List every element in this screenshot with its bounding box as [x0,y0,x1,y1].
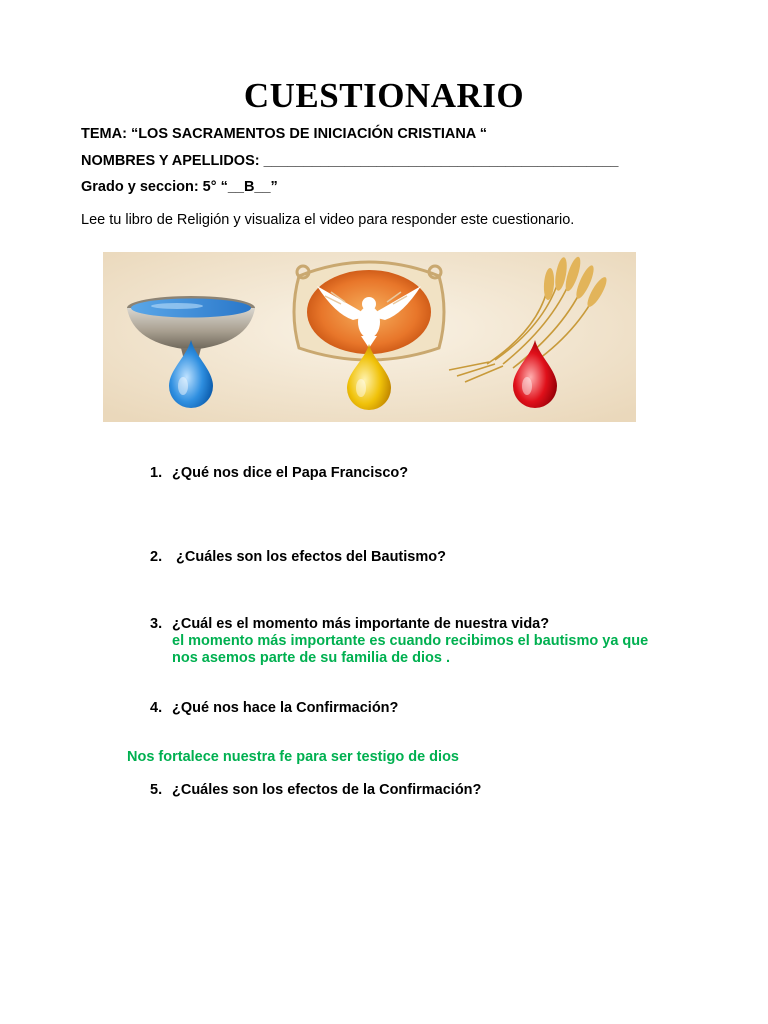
sacraments-illustration [103,252,636,422]
question-4 [150,699,398,717]
question-text: ¿Cuáles son los efectos del Bautismo? [172,549,446,565]
grado-seccion-line: Grado y seccion: 5° “__B__” [81,179,278,195]
question-number: 1. [150,465,163,481]
question-3 [150,615,549,633]
intro-text: Lee tu libro de Religión y visualiza el video para responder este cuestionario. [81,212,575,228]
question-number: 4. [150,700,163,716]
question-5 [150,781,481,799]
answer-3-line-2: nos asemos parte de su familia de dios . [172,650,451,666]
tema-label: TEMA: [81,126,131,142]
question-text: ¿Cuáles son los efectos de la Confirmación? [172,782,482,798]
answer-3-line-1: el momento más importante es cuando recibimos el bautismo ya que [172,633,649,649]
question-number: 3. [150,616,163,632]
question-text: ¿Cuál es el momento más importante de nuestra vida? [172,616,550,632]
tema-value: “LOS SACRAMENTOS DE INICIACIÓN CRISTIANA “ [130,126,488,142]
question-1 [150,464,408,482]
question-text: ¿Qué nos dice el Papa Francisco? [172,465,409,481]
question-number: 5. [150,782,163,798]
question-text: ¿Qué nos hace la Confirmación? [172,700,399,716]
question-number: 2. [150,549,163,565]
document-title: CUESTIONARIO [243,76,525,115]
question-2 [150,548,446,566]
nombres-field[interactable]: NOMBRES Y APELLIDOS: ____________________________________________ [81,153,619,169]
tema-line [81,125,487,143]
answer-4: Nos fortalece nuestra fe para ser testigo de dios [127,749,459,765]
